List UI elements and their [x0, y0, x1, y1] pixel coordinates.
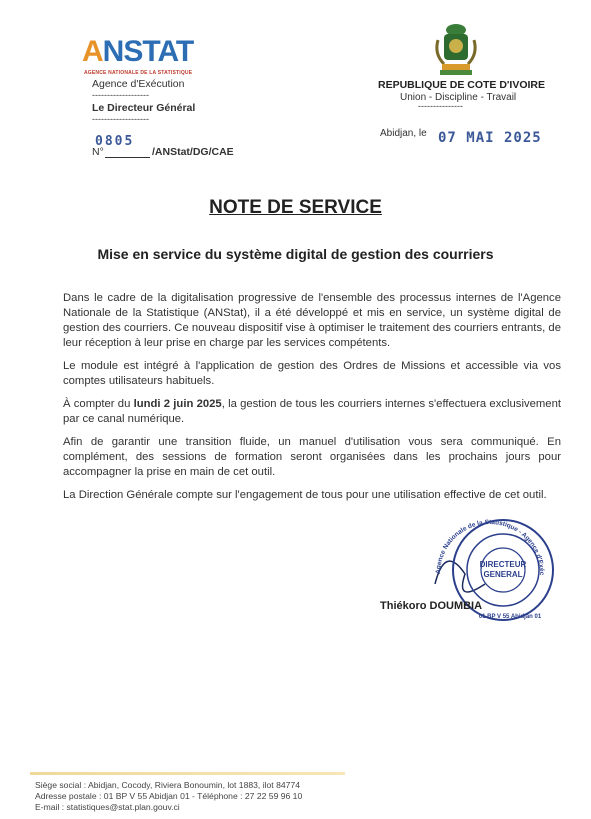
stamp-outer-text: Agence Nationale de la Statistique - Agence d'Exéc — [434, 518, 546, 576]
signatory-name: Thiékoro DOUMBIA — [380, 600, 483, 612]
logo-subtitle: AGENCE NATIONALE DE LA STATISTIQUE — [84, 70, 193, 76]
document-subject: Mise en service du système digital de gestion des courriers — [97, 246, 494, 262]
national-motto: Union - Discipline - Travail — [400, 92, 517, 103]
paragraph-5: La Direction Générale compte sur l'engagement de tous pour une utilisation effective de cet outil. — [63, 489, 547, 501]
reference-number: 0805 — [95, 134, 135, 149]
header-separator: --------------- — [418, 101, 463, 111]
location-label: Abidjan, le — [380, 128, 427, 139]
director-title: Le Directeur Général ------------------- — [92, 102, 196, 124]
date-stamp: 07 MAI 2025 — [438, 130, 542, 146]
paragraph-1: Dans le cadre de la digitalisation progressive de l'ensemble des processus internes de l'Agence Nationale de la Statistique (ANStat), il a été développé et mis en service, un système digital de gestion des courriers. Ce nouveau dispositif vise à optimiser le traitement des courriers entrants, de leur réception à leur prise en charge par les services compétents. — [63, 292, 561, 349]
stamp-bottom: 01 BP V 55 Abidjan 01 — [478, 614, 542, 620]
agency-line: Agence d'Exécution ------------------- — [92, 78, 185, 100]
footer-bar — [30, 772, 345, 775]
paragraph-2: Le module est intégré à l'application de gestion des Ordres de Missions et accessible via vos comptes utilisateurs habituels. — [63, 360, 561, 387]
start-date: lundi 2 juin 2025 — [133, 398, 222, 410]
document-title: NOTE DE SERVICE — [209, 197, 382, 218]
stamp-center-line2: GENERAL — [483, 570, 523, 579]
stamp-center-line1: DIRECTEUR — [479, 560, 527, 569]
document-body — [63, 291, 561, 511]
paragraph-4: Afin de garantir une transition fluide, un manuel d'utilisation vous sera communiqué. En complément, des sessions de formation seront organisées dans les prochains jours pour accompagner la prise en main de cet outil. — [63, 436, 561, 478]
reference-suffix: /ANStat/DG/CAE — [152, 146, 234, 158]
anstat-logo: ANSTAT — [82, 35, 194, 68]
reference-prefix: N° — [92, 146, 104, 158]
footer-email: E-mail : statistiques@stat.plan.gouv.ci — [35, 802, 180, 812]
coat-of-arms-emblem — [430, 20, 482, 78]
country-name: REPUBLIQUE DE COTE D'IVOIRE — [378, 79, 546, 91]
official-stamp — [425, 514, 555, 630]
reference-underline — [105, 157, 150, 158]
paragraph-3: À compter du lundi 2 juin 2025, la gestion de tous les courriers internes s'effectuera exclusivement par ce canal numérique. — [63, 398, 561, 425]
footer-postal: Adresse postale : 01 BP V 55 Abidjan 01 - Téléphone : 27 22 59 96 10 — [35, 791, 303, 801]
footer — [35, 780, 302, 813]
footer-address: Siège social : Abidjan, Cocody, Riviera Bonoumin, lot 1883, ilot 84774 — [35, 780, 300, 790]
